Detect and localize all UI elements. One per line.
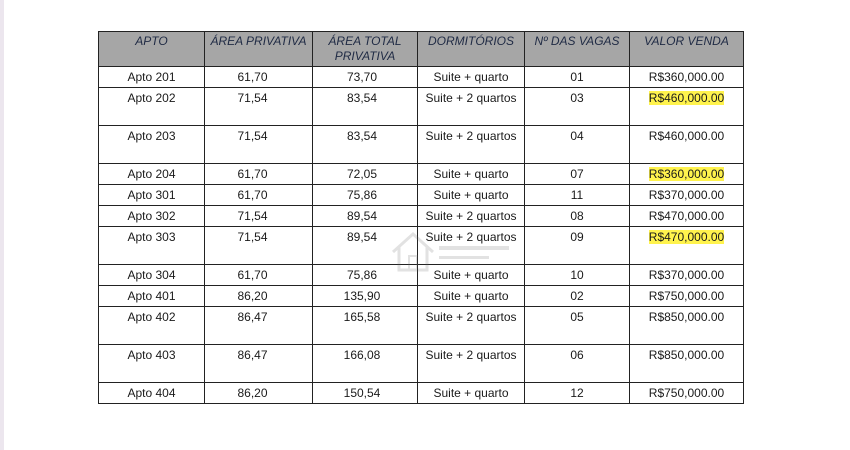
header-valor: VALOR VENDA bbox=[630, 32, 744, 67]
cell-area-privativa: 86,20 bbox=[205, 383, 313, 404]
table-row bbox=[99, 227, 744, 265]
cell-vagas: 09 bbox=[525, 227, 630, 265]
cell-area-total: 89,54 bbox=[313, 227, 418, 265]
header-dormitorios: DORMITÓRIOS bbox=[418, 32, 525, 67]
cell-valor-venda bbox=[630, 345, 744, 383]
cell-vagas: 07 bbox=[525, 164, 630, 185]
cell-area-total: 75,86 bbox=[313, 185, 418, 206]
cell-area-total: 135,90 bbox=[313, 286, 418, 307]
cell-valor-venda bbox=[630, 227, 744, 265]
cell-vagas: 02 bbox=[525, 286, 630, 307]
cell-area-total: 165,58 bbox=[313, 307, 418, 345]
cell-area-privativa: 61,70 bbox=[205, 164, 313, 185]
cell-area-total: 83,54 bbox=[313, 88, 418, 126]
cell-valor-venda bbox=[630, 265, 744, 286]
units-price-table bbox=[98, 31, 744, 404]
table-row bbox=[99, 185, 744, 206]
price: R$470,000.00 bbox=[648, 209, 725, 223]
cell-apto: Apto 304 bbox=[99, 265, 205, 286]
cell-vagas: 11 bbox=[525, 185, 630, 206]
table-row bbox=[99, 307, 744, 345]
cell-dormitorios: Suite + 2 quartos bbox=[418, 126, 525, 164]
cell-area-total: 166,08 bbox=[313, 345, 418, 383]
price: R$460,000.00 bbox=[648, 129, 725, 143]
table-row bbox=[99, 383, 744, 404]
cell-valor-venda bbox=[630, 126, 744, 164]
cell-valor-venda bbox=[630, 67, 744, 88]
cell-area-privativa: 61,70 bbox=[205, 67, 313, 88]
header-area-total: ÁREA TOTAL PRIVATIVA bbox=[313, 32, 418, 67]
cell-area-total: 83,54 bbox=[313, 126, 418, 164]
price: R$370,000.00 bbox=[648, 188, 725, 202]
cell-vagas: 12 bbox=[525, 383, 630, 404]
cell-area-total: 73,70 bbox=[313, 67, 418, 88]
cell-valor-venda bbox=[630, 286, 744, 307]
cell-apto: Apto 401 bbox=[99, 286, 205, 307]
cell-valor-venda bbox=[630, 206, 744, 227]
cell-apto: Apto 204 bbox=[99, 164, 205, 185]
cell-area-privativa: 71,54 bbox=[205, 126, 313, 164]
cell-dormitorios: Suite + quarto bbox=[418, 164, 525, 185]
cell-valor-venda bbox=[630, 185, 744, 206]
cell-vagas: 03 bbox=[525, 88, 630, 126]
table-row bbox=[99, 67, 744, 88]
highlighted-price: R$470,000.00 bbox=[648, 230, 725, 244]
cell-valor-venda bbox=[630, 307, 744, 345]
cell-dormitorios: Suite + quarto bbox=[418, 383, 525, 404]
cell-apto: Apto 404 bbox=[99, 383, 205, 404]
cell-area-total: 75,86 bbox=[313, 265, 418, 286]
price: R$370,000.00 bbox=[648, 268, 725, 282]
cell-apto: Apto 201 bbox=[99, 67, 205, 88]
cell-dormitorios: Suite + quarto bbox=[418, 286, 525, 307]
table-row bbox=[99, 88, 744, 126]
price: R$360,000.00 bbox=[648, 70, 725, 84]
table-body bbox=[99, 67, 744, 404]
cell-area-privativa: 86,47 bbox=[205, 307, 313, 345]
table-header bbox=[99, 32, 744, 67]
cell-apto: Apto 301 bbox=[99, 185, 205, 206]
cell-dormitorios: Suite + 2 quartos bbox=[418, 345, 525, 383]
cell-dormitorios: Suite + quarto bbox=[418, 67, 525, 88]
header-row bbox=[99, 32, 744, 67]
cell-area-privativa: 71,54 bbox=[205, 227, 313, 265]
price: R$850,000.00 bbox=[648, 348, 725, 362]
cell-valor-venda bbox=[630, 88, 744, 126]
cell-vagas: 06 bbox=[525, 345, 630, 383]
table-row bbox=[99, 345, 744, 383]
cell-area-privativa: 71,54 bbox=[205, 88, 313, 126]
table-row bbox=[99, 126, 744, 164]
table-row bbox=[99, 206, 744, 227]
header-apto: APTO bbox=[99, 32, 205, 67]
cell-area-privativa: 71,54 bbox=[205, 206, 313, 227]
table-row bbox=[99, 164, 744, 185]
cell-dormitorios: Suite + 2 quartos bbox=[418, 206, 525, 227]
cell-area-privativa: 61,70 bbox=[205, 265, 313, 286]
cell-area-privativa: 86,47 bbox=[205, 345, 313, 383]
cell-vagas: 01 bbox=[525, 67, 630, 88]
cell-area-privativa: 61,70 bbox=[205, 185, 313, 206]
highlighted-price: R$360,000.00 bbox=[648, 167, 725, 181]
cell-apto: Apto 202 bbox=[99, 88, 205, 126]
table-row bbox=[99, 265, 744, 286]
header-vagas: Nº DAS VAGAS bbox=[525, 32, 630, 67]
cell-vagas: 08 bbox=[525, 206, 630, 227]
cell-valor-venda bbox=[630, 164, 744, 185]
cell-dormitorios: Suite + 2 quartos bbox=[418, 88, 525, 126]
price: R$750,000.00 bbox=[648, 386, 725, 400]
cell-vagas: 05 bbox=[525, 307, 630, 345]
price: R$750,000.00 bbox=[648, 289, 725, 303]
cell-dormitorios: Suite + 2 quartos bbox=[418, 227, 525, 265]
cell-apto: Apto 303 bbox=[99, 227, 205, 265]
cell-area-privativa: 86,20 bbox=[205, 286, 313, 307]
cell-apto: Apto 203 bbox=[99, 126, 205, 164]
cell-vagas: 10 bbox=[525, 265, 630, 286]
page-edge bbox=[0, 0, 4, 450]
cell-dormitorios: Suite + quarto bbox=[418, 185, 525, 206]
price: R$850,000.00 bbox=[648, 310, 725, 324]
highlighted-price: R$460,000.00 bbox=[648, 91, 725, 105]
header-area-privativa: ÁREA PRIVATIVA bbox=[205, 32, 313, 67]
cell-area-total: 150,54 bbox=[313, 383, 418, 404]
cell-area-total: 72,05 bbox=[313, 164, 418, 185]
cell-apto: Apto 302 bbox=[99, 206, 205, 227]
cell-apto: Apto 402 bbox=[99, 307, 205, 345]
cell-dormitorios: Suite + 2 quartos bbox=[418, 307, 525, 345]
cell-dormitorios: Suite + quarto bbox=[418, 265, 525, 286]
cell-valor-venda bbox=[630, 383, 744, 404]
cell-apto: Apto 403 bbox=[99, 345, 205, 383]
cell-area-total: 89,54 bbox=[313, 206, 418, 227]
cell-vagas: 04 bbox=[525, 126, 630, 164]
table-row bbox=[99, 286, 744, 307]
